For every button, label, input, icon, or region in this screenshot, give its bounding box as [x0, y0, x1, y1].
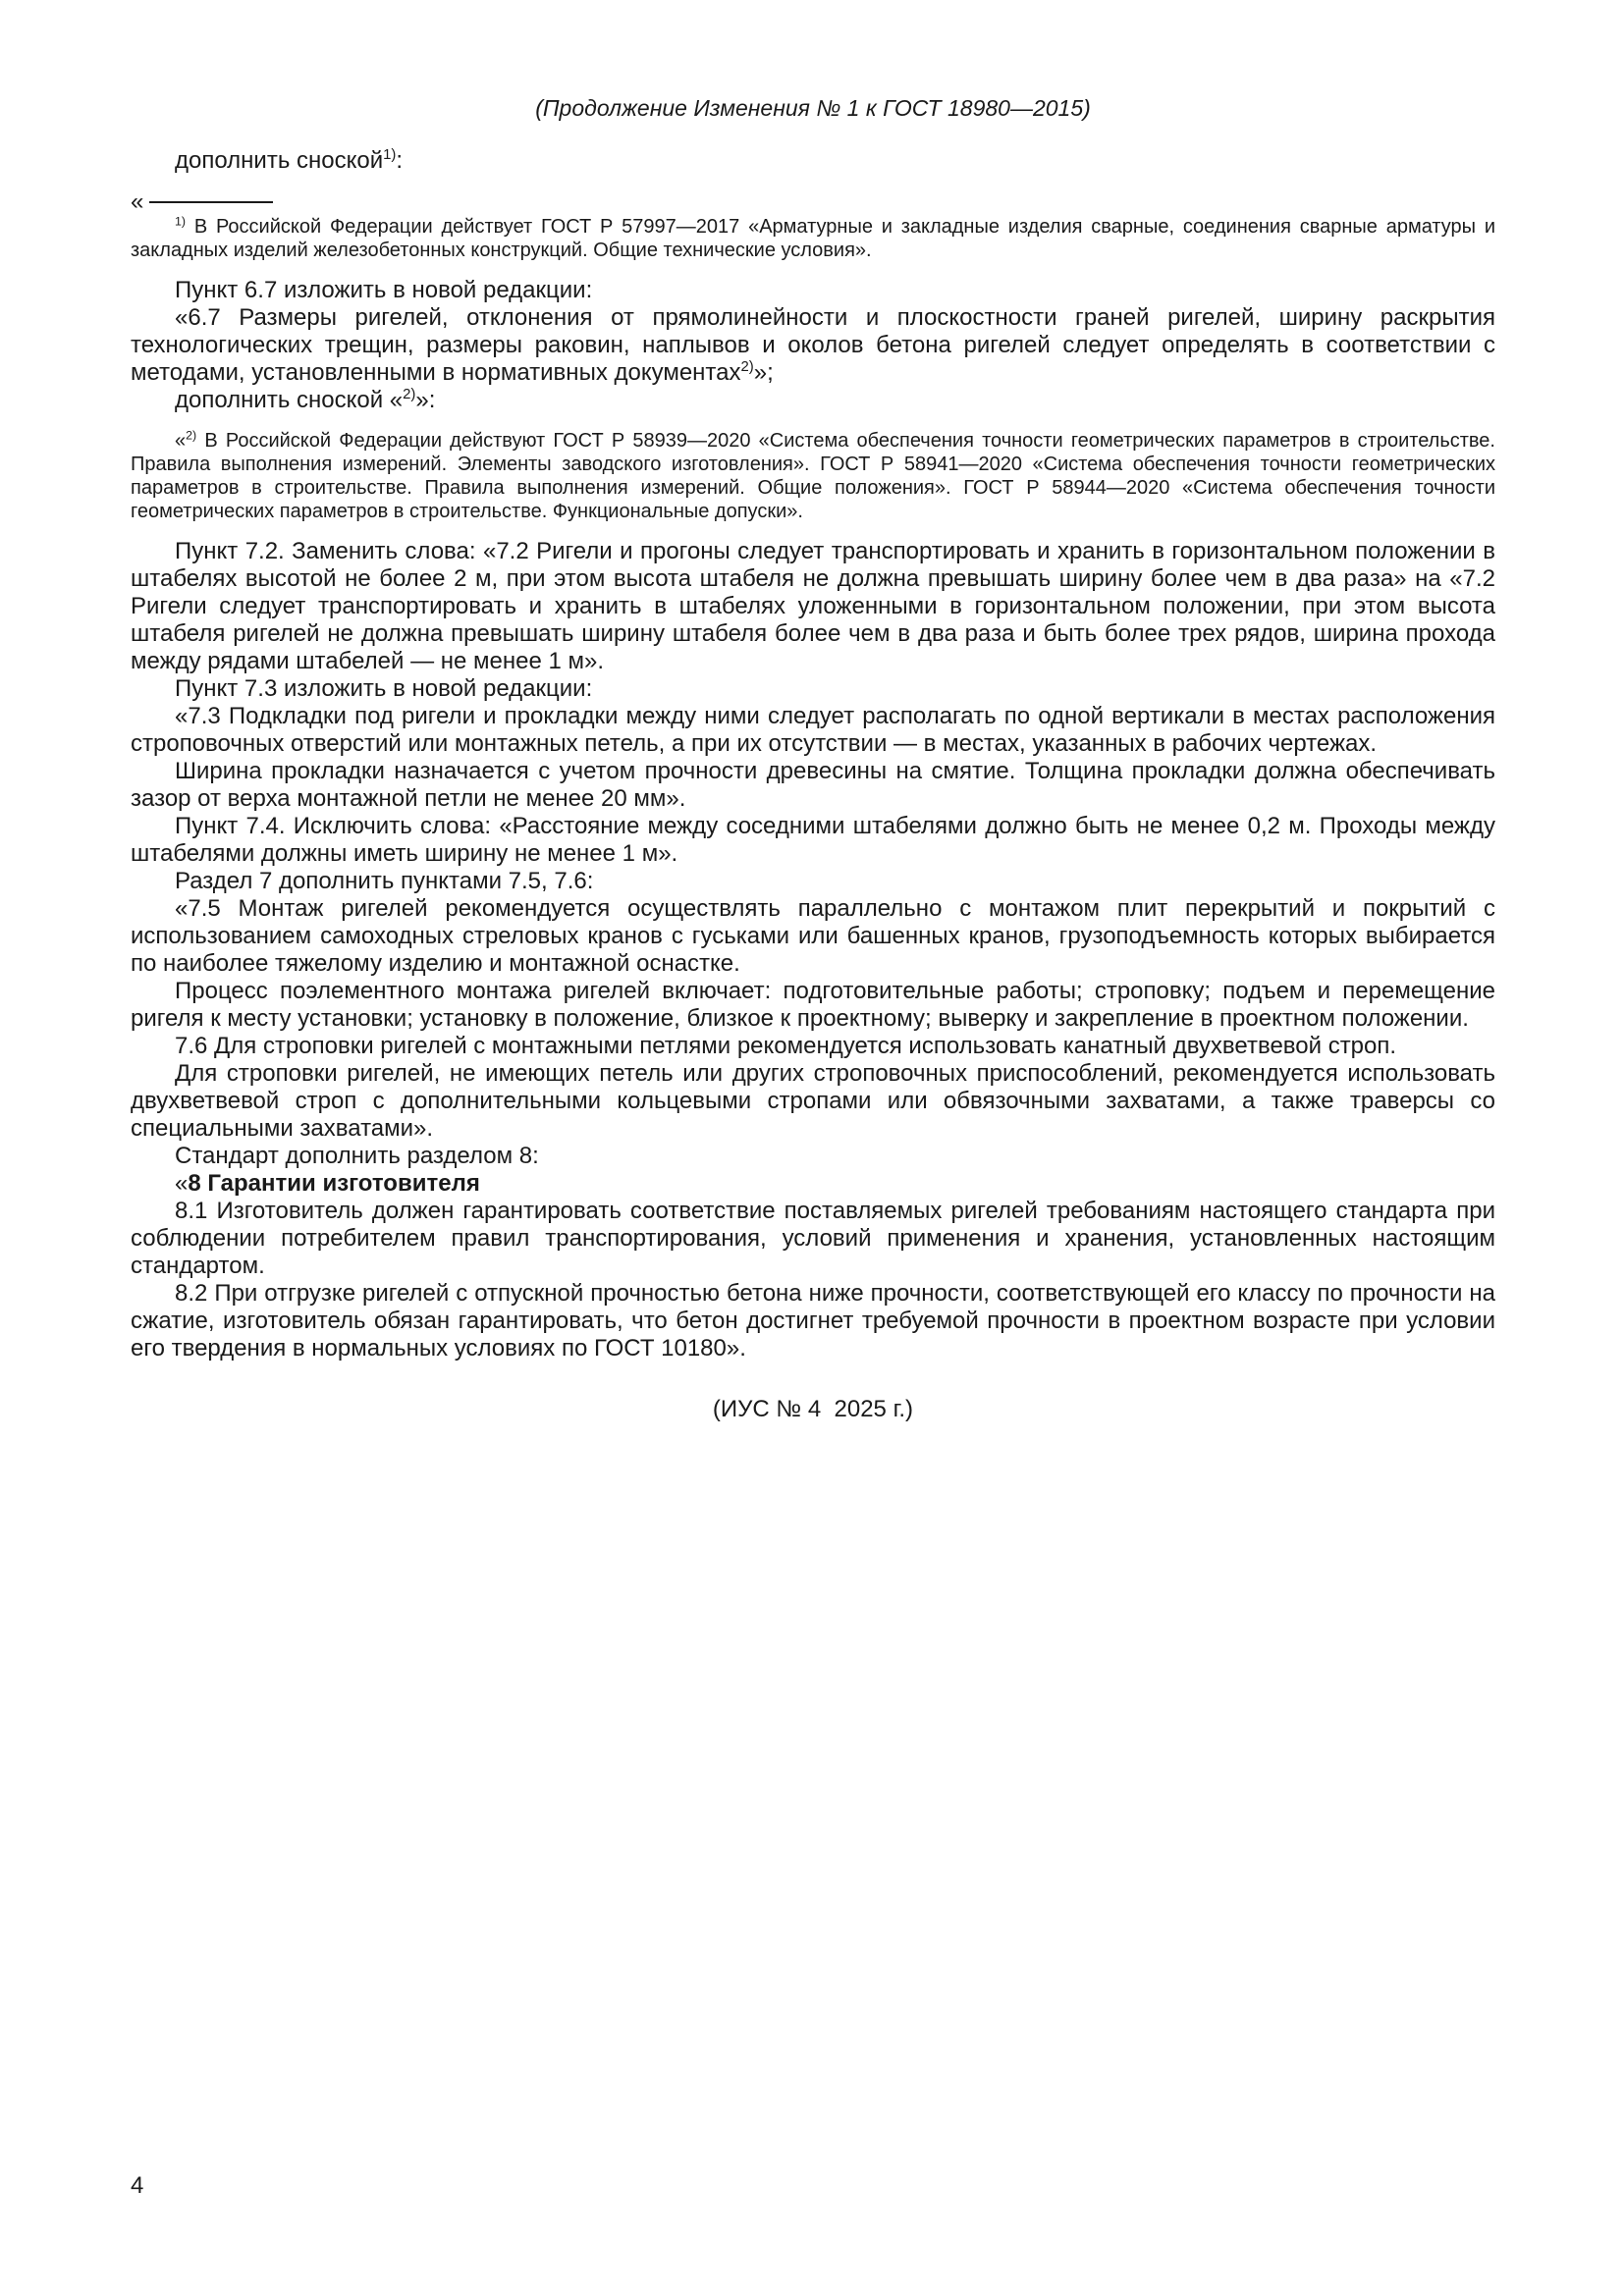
text-run: 7.6 Для строповки ригелей с монтажными петлями рекомендуется использовать канатный двухветвевой строп. — [175, 1033, 1397, 1059]
paragraph — [131, 1198, 1495, 1280]
paragraph — [131, 304, 1495, 387]
paragraph — [131, 703, 1495, 758]
text-run: Пункт 7.4. Исключить слова: «Расстояние между соседними штабелями должно быть не менее 0,2 м. Проходы между штабелями должны иметь ширину не менее 1 м». — [131, 813, 1495, 867]
paragraph — [131, 387, 1495, 414]
text-run: Для строповки ригелей, не имеющих петель или других строповочных приспособлений, рекомендуется использовать двухветвевой строп с дополнительными кольцевыми стропами или обвязочными захватами, а также траверсы со специальными захватами». — [131, 1060, 1495, 1142]
text-run: Пункт 7.3 изложить в новой редакции: — [175, 675, 593, 702]
paragraph — [131, 1280, 1495, 1362]
footnote-marker: 2) — [403, 387, 416, 402]
text-run: Раздел 7 дополнить пунктами 7.5, 7.6: — [175, 868, 594, 894]
text-run: 8 Гарантии изготовителя — [188, 1170, 480, 1197]
text-run: »; — [753, 359, 774, 386]
text-run: Стандарт дополнить разделом 8: — [175, 1143, 539, 1169]
footnote-text — [131, 215, 1495, 262]
footnote-marker: 1) — [175, 214, 187, 229]
text-run: (ИУС № 4 2025 г.) — [712, 1396, 914, 1422]
text-run: «7.3 Подкладки под ригели и прокладки между ними следует располагать по одной вертикали в местах расположения строповочных отверстий или монтажных петель, а при их отсутствии — в местах, указанных в рабочих чертежах. — [131, 703, 1495, 757]
text-run: В Российской Федерации действуют ГОСТ Р 58939—2020 «Система обеспечения точности геометрических параметров в строительстве. Правила выполнения измерений. Элементы заводского изготовления». ГОСТ Р 58941—2020 «Система обеспечения точности геометрических параметров в строительстве. Правила выполнения измерений. Общие положения». ГОСТ Р 58944—2020 «Система обеспечения точности геометрических параметров в строительстве. Функциональные допуски». — [131, 430, 1495, 522]
footnote-text — [131, 429, 1495, 523]
paragraph — [131, 538, 1495, 675]
paragraph — [131, 978, 1495, 1033]
running-title: (Продолжение Изменения № 1 к ГОСТ 18980—2015) — [535, 95, 1091, 121]
text-run: Процесс поэлементного монтажа ригелей включает: подготовительные работы; строповку; подъем и перемещение ригеля к месту установки; установку в положение, близкое к проектному; выверку и закрепление в проектном положении. — [131, 978, 1495, 1032]
text-run: Пункт 7.2. Заменить слова: «7.2 Ригели и прогоны следует транспортировать и хранить в горизонтальном положении в штабелях высотой не более 2 м, при этом высота штабеля не должна превышать ширину более чем в два раза» на «7.2 Ригели следует транспортировать и хранить в штабелях уложенными в горизонтальном положении, при этом высота штабеля ригелей не должна превышать ширину штабеля более чем в два раза и быть более трех рядов, ширина прохода между рядами штабелей — не менее 1 м». — [131, 538, 1495, 674]
text-run: «6.7 Размеры ригелей, отклонения от прямолинейности и плоскостности граней ригелей, ширину раскрытия технологических трещин, размеры раковин, наплывов и околов бетона ригелей следует определять в соответствии с методами, установленными в нормативных документах — [131, 304, 1495, 386]
paragraph — [131, 675, 1495, 703]
text-run: Пункт 6.7 изложить в новой редакции: — [175, 277, 593, 303]
paragraph — [131, 1143, 1495, 1170]
paragraph — [131, 1060, 1495, 1143]
paragraph — [131, 895, 1495, 978]
footnote-marker: 1) — [383, 147, 397, 163]
text-run: «7.5 Монтаж ригелей рекомендуется осуществлять параллельно с монтажом плит перекрытий и покрытий с использованием самоходных стреловых кранов с гуськами или башенных кранов, грузоподъемность которых выбирается по наиболее тяжелому изделию и монтажной оснастке. — [131, 895, 1495, 977]
publication-note — [131, 1396, 1495, 1423]
text-run: « — [175, 1170, 189, 1197]
paragraph — [131, 758, 1495, 813]
paragraph — [131, 1170, 1495, 1198]
text-run: »: — [415, 387, 436, 413]
paragraph — [131, 277, 1495, 304]
paragraph — [131, 147, 1495, 175]
text-run: 8.2 При отгрузке ригелей с отпускной прочностью бетона ниже прочности, соответствующей его классу по прочности на сжатие, изготовитель обязан гарантировать, что бетон достигнет требуемой прочности в проектном возрасте при условии его твердения в нормальных условиях по ГОСТ 10180». — [131, 1280, 1495, 1362]
footnote-separator — [131, 189, 1495, 215]
footnote-marker: 2) — [186, 428, 197, 443]
text-run: « — [131, 188, 144, 215]
paragraph — [131, 1033, 1495, 1060]
text-run: 8.1 Изготовитель должен гарантировать соответствие поставляемых ригелей требованиям настоящего стандарта при соблюдении потребителем правил транспортирования, условий применения и хранения, установленных настоящим стандартом. — [131, 1198, 1495, 1279]
paragraph — [131, 868, 1495, 895]
footnote-marker: 2) — [740, 359, 754, 375]
text-run: « — [175, 430, 187, 452]
text-run: дополнить сноской « — [175, 387, 404, 413]
page-number: 4 — [131, 2172, 144, 2199]
document-body — [131, 147, 1495, 1423]
text-run: В Российской Федерации действует ГОСТ Р 57997—2017 «Арматурные и закладные изделия сварные, соединения сварные арматуры и закладных изделий железобетонных конструкций. Общие технические условия». — [131, 216, 1495, 261]
paragraph — [131, 813, 1495, 868]
text-run: дополнить сноской — [175, 147, 384, 174]
text-run: Ширина прокладки назначается с учетом прочности древесины на смятие. Толщина прокладки должна обеспечивать зазор от верха монтажной петли не менее 20 мм». — [131, 758, 1495, 812]
footnote-separator-rule — [149, 201, 273, 203]
text-run: : — [396, 147, 404, 174]
